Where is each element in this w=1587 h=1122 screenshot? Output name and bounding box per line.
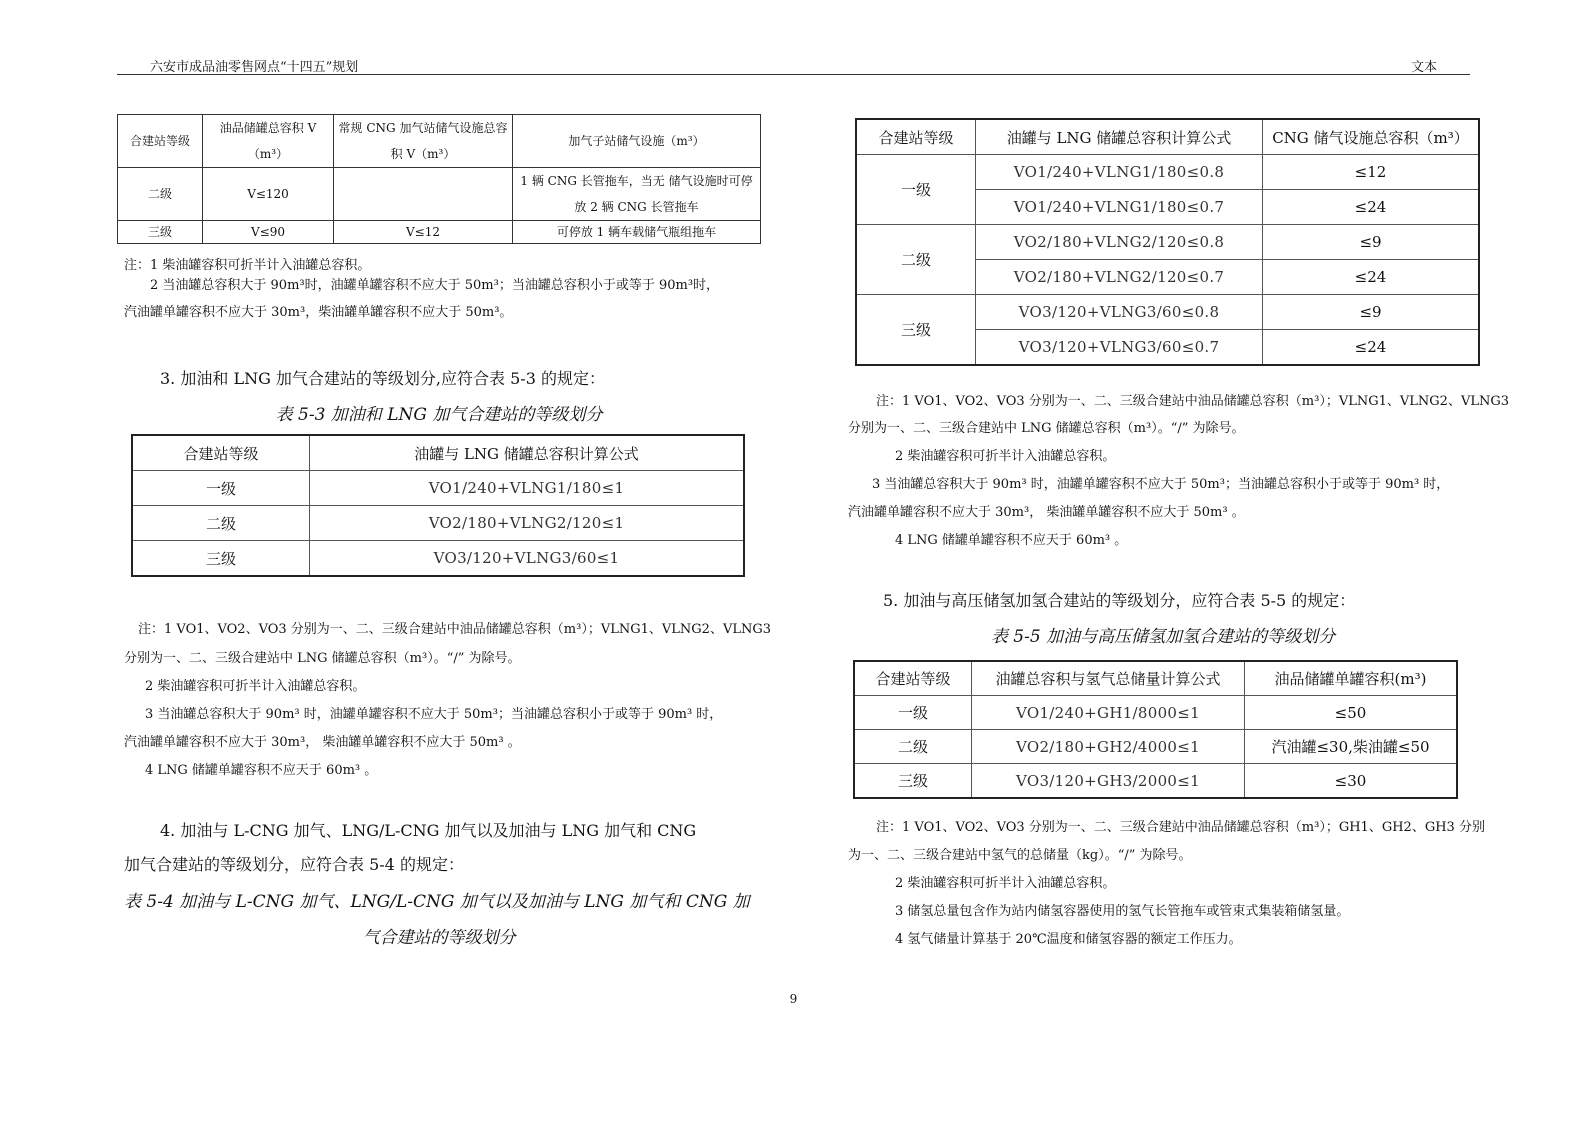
note-line: 汽油罐单罐容积不应大于 30m³， 柴油罐单罐容积不应大于 50m³ 。 [848, 505, 1245, 520]
table-cell: 三级 [856, 295, 976, 366]
section-5-text: 5. 加油与高压储氢加氢合建站的等级划分，应符合表 5-5 的规定： [883, 591, 1356, 610]
table-5-3-caption: 表 5-3 加油和 LNG 加气合建站的等级划分 [275, 405, 603, 425]
table-5-3 [131, 434, 745, 577]
formula-cell: VO1/240+VLNG1/180≤0.7 [976, 190, 1263, 225]
table-header-cell: 油罐与 LNG 储罐总容积计算公式 [310, 435, 745, 471]
note-line: 4 氢气储量计算基于 20℃温度和储氢容器的额定工作压力。 [895, 932, 1242, 947]
table-cell: 三级 [118, 221, 203, 244]
table-cell: ≤30 [1245, 764, 1458, 799]
note-line: 3 当油罐总容积大于 90m³ 时，油罐单罐容积不应大于 50m³；当油罐总容积小于或等于 90m³ 时， [872, 477, 1450, 492]
table-row [132, 541, 744, 577]
table-cell: 二级 [118, 168, 203, 221]
table-header-cell: 加气子站储气设施（m³） [513, 115, 761, 168]
table-cell: 三级 [854, 764, 972, 799]
table-row [856, 295, 1479, 330]
table-cell: ≤50 [1245, 696, 1458, 730]
note-line: 分别为一、二、三级合建站中 LNG 储罐总容积（m³）。“/” 为除号。 [124, 651, 521, 666]
note-line: 为一、二、三级合建站中氢气的总储量（kg）。“/” 为除号。 [848, 848, 1192, 863]
formula-cell: VO1/240+VLNG1/180≤0.8 [976, 155, 1263, 190]
table-cell: V≤12 [334, 221, 513, 244]
note-line: 分别为一、二、三级合建站中 LNG 储罐总容积（m³）。“/” 为除号。 [848, 421, 1245, 436]
table-header-cell: 合建站等级 [856, 119, 976, 155]
table-row [856, 155, 1479, 190]
table-cell: ≤24 [1263, 190, 1480, 225]
page-number: 9 [789, 992, 798, 1006]
table-cell: ≤9 [1263, 225, 1480, 260]
table-cell: 二级 [856, 225, 976, 295]
table-row [856, 225, 1479, 260]
table-header-cell: 油罐与 LNG 储罐总容积计算公式 [976, 119, 1263, 155]
table-cell: 一级 [132, 471, 310, 506]
formula-cell: VO2/180+GH2/4000≤1 [972, 730, 1245, 764]
table-header-row [118, 115, 761, 168]
table-header-cell: 油品储罐单罐容积(m³) [1245, 661, 1458, 696]
table-row [118, 221, 761, 244]
header-divider [117, 74, 1470, 75]
note-line: 2 当油罐总容积大于 90m³时，油罐单罐容积不应大于 50m³；当油罐总容积小于或等于 90m³时， [150, 278, 720, 293]
table-cell: V≤120 [203, 168, 334, 221]
note-line: 2 柴油罐容积可折半计入油罐总容积。 [895, 876, 1116, 891]
table-row [854, 730, 1457, 764]
table-header-cell: 合建站等级 [132, 435, 310, 471]
formula-cell: VO3/120+VLNG3/60≤1 [310, 541, 745, 577]
note-line: 注：1 VO1、VO2、VO3 分别为一、二、三级合建站中油品储罐总容积（m³）；VLNG1、VLNG2、VLNG3 [876, 394, 1509, 409]
note-line: 4 LNG 储罐单罐容积不应天于 60m³ 。 [895, 533, 1128, 548]
section-4-text-line2: 加气合建站的等级划分，应符合表 5-4 的规定： [124, 855, 464, 874]
formula-cell: VO2/180+VLNG2/120≤0.8 [976, 225, 1263, 260]
table-cell: 可停放 1 辆车载储气瓶组拖车 [513, 221, 761, 244]
formula-cell: VO3/120+GH3/2000≤1 [972, 764, 1245, 799]
table-cell: 一级 [856, 155, 976, 225]
formula-cell: VO1/240+VLNG1/180≤1 [310, 471, 745, 506]
table-5-5-caption: 表 5-5 加油与高压储氢加氢合建站的等级划分 [990, 627, 1336, 647]
table-cell: 二级 [132, 506, 310, 541]
table-cell: ≤24 [1263, 330, 1480, 366]
note-line: 2 柴油罐容积可折半计入油罐总容积。 [895, 449, 1116, 464]
table-header-cell: 合建站等级 [118, 115, 203, 168]
table-header-row [856, 119, 1479, 155]
table-header-row [854, 661, 1457, 696]
table-5-4-caption-line2: 气合建站的等级划分 [362, 928, 516, 948]
table-row [854, 696, 1457, 730]
formula-cell: VO2/180+VLNG2/120≤0.7 [976, 260, 1263, 295]
table-cell: 一级 [854, 696, 972, 730]
table-5-5 [853, 660, 1458, 799]
table-row [132, 471, 744, 506]
note-line: 3 储氢总量包含作为站内储氢容器使用的氢气长管拖车或管束式集装箱储氢量。 [895, 904, 1350, 919]
table-5-4-caption-line1: 表 5-4 加油与 L-CNG 加气、LNG/L-CNG 加气以及加油与 LNG 加气和 CNG 加 [124, 892, 750, 912]
table-header-cell: CNG 储气设施总容积（m³） [1263, 119, 1480, 155]
note-line: 注：1 柴油罐容积可折半计入油罐总容积。 [124, 258, 371, 273]
table-row [118, 168, 761, 221]
table-top-continued [117, 114, 761, 244]
document-header-right: 文本 [1410, 60, 1437, 75]
note-line: 3 当油罐总容积大于 90m³ 时，油罐单罐容积不应大于 50m³；当油罐总容积小于或等于 90m³ 时， [145, 707, 723, 722]
note-line: 2 柴油罐容积可折半计入油罐总容积。 [145, 679, 366, 694]
table-header-cell: 常规 CNG 加气站储气设施总容积 V（m³） [334, 115, 513, 168]
table-cell: 二级 [854, 730, 972, 764]
table-cell: ≤12 [1263, 155, 1480, 190]
table-cell: 汽油罐≤30,柴油罐≤50 [1245, 730, 1458, 764]
table-row [854, 764, 1457, 799]
table-header-cell: 油品储罐总容积 V（m³） [203, 115, 334, 168]
formula-cell: VO2/180+VLNG2/120≤1 [310, 506, 745, 541]
note-line: 注：1 VO1、VO2、VO3 分别为一、二、三级合建站中油品储罐总容积（m³）；GH1、GH2、GH3 分别 [876, 820, 1485, 835]
table-cell: V≤90 [203, 221, 334, 244]
note-line: 汽油罐单罐容积不应大于 30m³，柴油罐单罐容积不应大于 50m³。 [124, 305, 513, 320]
table-header-cell: 油罐总容积与氢气总储量计算公式 [972, 661, 1245, 696]
table-cell [334, 168, 513, 221]
formula-cell: VO1/240+GH1/8000≤1 [972, 696, 1245, 730]
table-cell: 三级 [132, 541, 310, 577]
table-cell: ≤24 [1263, 260, 1480, 295]
table-row [132, 506, 744, 541]
table-cell: 1 辆 CNG 长管拖车，当无 储气设施时可停放 2 辆 CNG 长管拖车 [513, 168, 761, 221]
section-3-text: 3. 加油和 LNG 加气合建站的等级划分,应符合表 5-3 的规定： [160, 369, 605, 388]
table-5-4 [855, 118, 1480, 366]
table-header-cell: 合建站等级 [854, 661, 972, 696]
table-cell: ≤9 [1263, 295, 1480, 330]
section-4-text-line1: 4. 加油与 L-CNG 加气、LNG/L-CNG 加气以及加油与 LNG 加气和 CNG [160, 821, 697, 840]
note-line: 4 LNG 储罐单罐容积不应天于 60m³ 。 [145, 763, 378, 778]
note-line: 汽油罐单罐容积不应大于 30m³， 柴油罐单罐容积不应大于 50m³ 。 [124, 735, 521, 750]
note-line: 注：1 VO1、VO2、VO3 分别为一、二、三级合建站中油品储罐总容积（m³）；VLNG1、VLNG2、VLNG3 [138, 622, 771, 637]
document-header-title: 六安市成品油零售网点“十四五”规划 [150, 60, 359, 75]
table-header-row [132, 435, 744, 471]
formula-cell: VO3/120+VLNG3/60≤0.8 [976, 295, 1263, 330]
formula-cell: VO3/120+VLNG3/60≤0.7 [976, 330, 1263, 366]
